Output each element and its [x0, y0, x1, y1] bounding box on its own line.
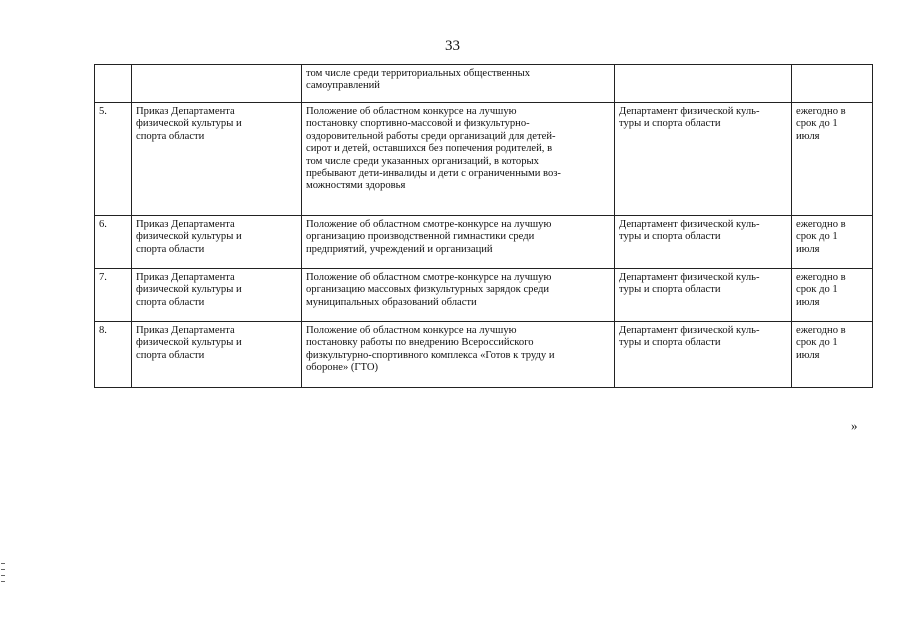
document-type-cell: Приказ Департамента физической культуры и спорта области: [132, 103, 302, 216]
document-title-cell: Положение об областном конкурсе на лучшую постановку работы по внедрению Всероссийского физкультурно-спортивного комплекса «Готов к труду и обороне» (ГТО): [302, 322, 615, 388]
row-number-cell: 7.: [95, 269, 132, 322]
margin-scan-marks: [1, 563, 5, 587]
closing-quote-mark: »: [851, 418, 858, 433]
responsible-department-cell: Департамент физической куль- туры и спорта области: [615, 103, 792, 216]
deadline-cell: [792, 65, 873, 103]
deadline-cell: ежегодно в срок до 1 июля: [792, 269, 873, 322]
table-row: [95, 216, 873, 269]
document-title-cell: том числе среди территориальных общественных самоуправлений: [302, 65, 615, 103]
table-row: [95, 322, 873, 388]
responsible-department-cell: Департамент физической куль- туры и спорта области: [615, 216, 792, 269]
table-row: [95, 65, 873, 103]
document-title-cell: Положение об областном смотре-конкурсе на лучшую организацию массовых физкультурных зарядок среди муниципальных образований области: [302, 269, 615, 322]
responsible-department-cell: Департамент физической куль- туры и спорта области: [615, 322, 792, 388]
document-type-cell: Приказ Департамента физической культуры и спорта области: [132, 322, 302, 388]
responsible-department-cell: Департамент физической куль- туры и спорта области: [615, 269, 792, 322]
row-number-cell: [95, 65, 132, 103]
row-number-cell: 6.: [95, 216, 132, 269]
responsible-department-cell: [615, 65, 792, 103]
row-number-cell: 8.: [95, 322, 132, 388]
document-type-cell: Приказ Департамента физической культуры и спорта области: [132, 216, 302, 269]
deadline-cell: ежегодно в срок до 1 июля: [792, 103, 873, 216]
document-title-cell: Положение об областном конкурсе на лучшую постановку спортивно-массовой и физкультурно- оздоровительной работы среди организаций для детей- сирот и детей, оставшихся без попечения родителей, в том числе среди указанных организаций, в которых пребывают дети-инвалиды и дети с ограниченными воз- можностями здоровья: [302, 103, 615, 216]
document-title-cell: Положение об областном смотре-конкурсе на лучшую организацию производственной гимнастики среди предприятий, учреждений и организаций: [302, 216, 615, 269]
document-type-cell: Приказ Департамента физической культуры и спорта области: [132, 269, 302, 322]
table-row: [95, 269, 873, 322]
row-number-cell: 5.: [95, 103, 132, 216]
table-row: [95, 103, 873, 216]
document-table: [94, 64, 873, 388]
deadline-cell: ежегодно в срок до 1 июля: [792, 322, 873, 388]
deadline-cell: ежегодно в срок до 1 июля: [792, 216, 873, 269]
document-type-cell: [132, 65, 302, 103]
page-number: 33: [445, 38, 460, 54]
